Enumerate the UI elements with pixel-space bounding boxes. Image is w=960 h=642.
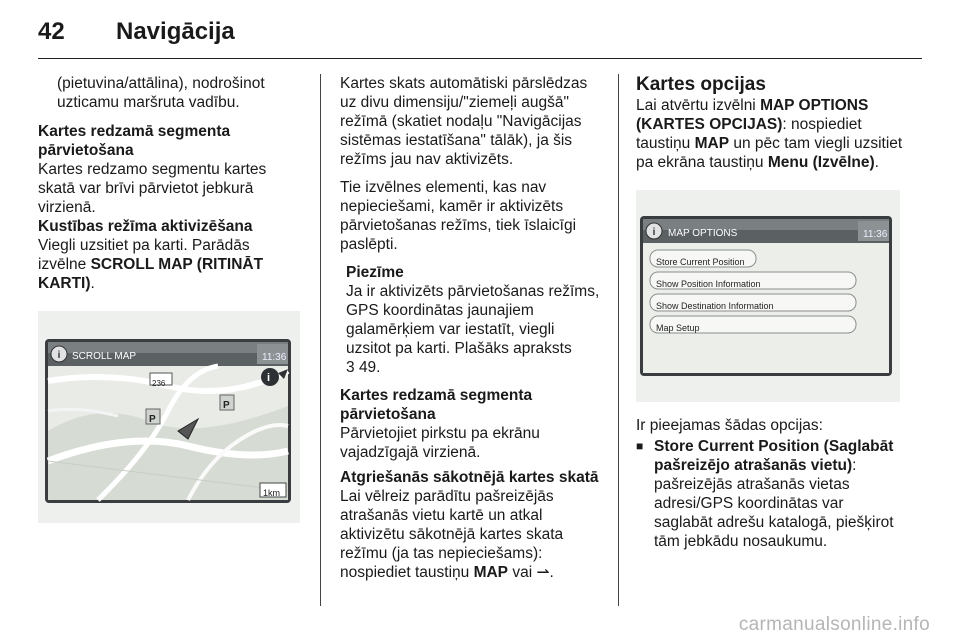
scroll-map-figure [38, 311, 300, 523]
option-bullet [636, 437, 906, 551]
section-text: Viegli uzsitiet pa karti. Parādās izvēlne SCROLL MAP (RITINĀT KARTI). [38, 237, 264, 292]
page-number: 42 [38, 18, 65, 45]
screen-time: 11:36 [262, 352, 287, 363]
section-heading: Kustības režīma aktivizēšana [38, 218, 253, 235]
map-info-icon: i [267, 372, 271, 384]
menu-item-map-setup[interactable]: Map Setup [656, 323, 700, 333]
screen-time: 11:36 [863, 229, 888, 240]
svg-text:i: i [652, 227, 656, 238]
menu-name: SCROLL MAP (RITINĀT KARTI) [38, 256, 264, 292]
page-header [38, 18, 235, 46]
page-ref: 49. [358, 359, 381, 376]
bullet-square-icon: ■ [636, 439, 644, 453]
map-options-figure [636, 190, 900, 402]
road-number: 236 [152, 379, 166, 388]
map-options-screenshot [636, 190, 900, 402]
column-2 [340, 74, 602, 582]
menu-item-show-destination-information[interactable]: Show Destination Information [656, 301, 774, 311]
column-divider [618, 74, 619, 606]
bullet-text: Store Current Position (Saglabāt pašreizējo atrašanās vietu): pašreizējās atrašanās vietas adresi/GPS koordinātas var saglabāt adrešu katalogā, piešķirot tām jebkādu nosaukumu. [654, 438, 894, 550]
section-heading: Kartes redzamā segmenta pārvietošana [340, 387, 533, 423]
column-3 [636, 74, 906, 551]
column-divider [320, 74, 321, 606]
poi-p-icon: P [149, 414, 156, 425]
watermark: carmanualsonline.info [738, 614, 930, 635]
note-heading: Piezīme [346, 264, 404, 281]
section-heading: Atgriešanās sākotnējā kartes skatā [340, 469, 599, 486]
menu-item-store-current-position[interactable]: Store Current Position [656, 257, 745, 267]
section-text: Lai vēlreiz parādītu pašreizējās atrašanās vietu kartē un atkal aktivizētu sākotnējā kartes skata režīmu (ja tas nepieciešams): nospiediet taustiņu MAP vai ⇀. [340, 488, 564, 581]
note-block [340, 263, 602, 377]
scroll-map-screenshot [38, 311, 300, 523]
header-rule [38, 58, 922, 59]
paragraph: Tie izvēlnes elementi, kas nav nepieciešami, kamēr ir aktivizēts pārvietošanas režīms, tiek īslaicīgi paslēpti. [340, 179, 577, 253]
key-name: MAP [473, 564, 509, 581]
back-arrow-icon: ⇀ [536, 564, 550, 581]
note-text: Ja ir aktivizēts pārvietošanas režīms, GPS koordinātas jaunajiem galamērķiem var iestatīt, viegli uzsitot pa karti. Plašāks apraksts 3 49. [346, 283, 600, 376]
screen-title: SCROLL MAP [72, 351, 137, 362]
menu-item-show-position-information[interactable]: Show Position Information [656, 279, 761, 289]
paragraph: Lai atvērtu izvēlni MAP OPTIONS (KARTES OPCIJAS): nospiediet taustiņu MAP un pēc tam viegli uzsitiet pa ekrāna taustiņu Menu (Izvēlne). [636, 97, 903, 171]
paragraph: Kartes skats automātiski pārslēdzas uz divu dimensiju/"ziemeļi augšā" režīmā (skatiet nodaļu "Navigācijas sistēmas iestatīšana" tālāk), ja šis režīms jau nav aktivizēts. [340, 75, 588, 168]
intro-paragraph: (pietuvina/attālina), nodrošinot uzticamu maršruta vadību. [57, 75, 265, 111]
page-title: Navigācija [116, 18, 235, 45]
section-text: Pārvietojiet pirkstu pa ekrānu vajadzīgajā virzienā. [340, 425, 540, 461]
paragraph: Ir pieejamas šādas opcijas: [636, 417, 823, 434]
section-title: Kartes opcijas [636, 74, 766, 95]
svg-text:i: i [57, 350, 61, 361]
poi-p-icon: P [223, 400, 230, 411]
map-scale: 1km [263, 488, 281, 498]
section-heading: Kartes redzamā segmenta pārvietošana [38, 123, 231, 159]
page-ref-arrow-icon: 3 [346, 359, 355, 376]
section-text: Kartes redzamo segmentu kartes skatā var brīvi pārvietot jebkurā virzienā. [38, 161, 267, 216]
column-1 [38, 74, 300, 523]
screen-title: MAP OPTIONS [668, 228, 738, 239]
